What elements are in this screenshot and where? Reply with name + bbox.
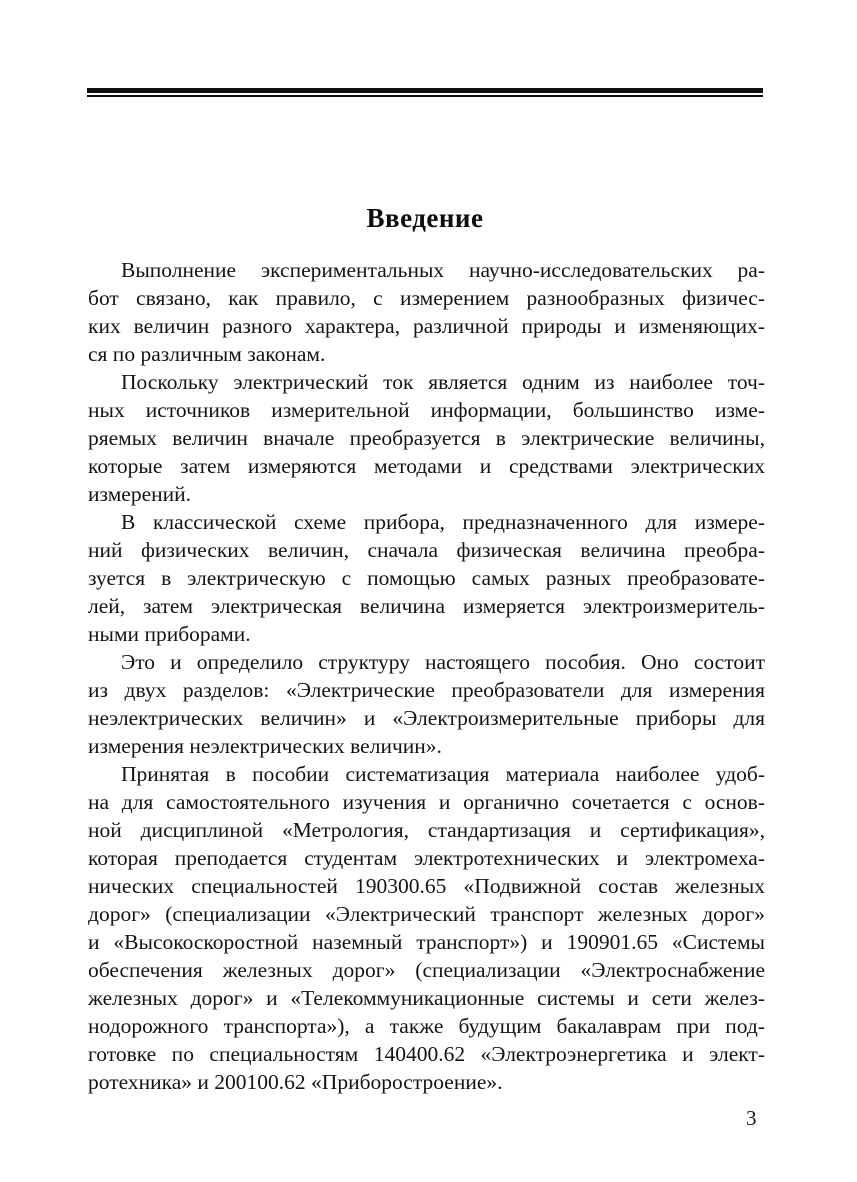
chapter-title: Введение bbox=[366, 203, 484, 233]
text-line: ными приборами. bbox=[88, 622, 251, 646]
page-number: 3 bbox=[746, 1106, 757, 1130]
paragraph bbox=[88, 368, 765, 508]
text-line: В классической схеме прибора, предназначенного для измере- bbox=[121, 510, 765, 534]
text-line: ротехника» и 200100.62 «Приборостроение». bbox=[88, 1070, 503, 1094]
text-line: из двух разделов: «Электрические преобразователи для измерения bbox=[88, 678, 765, 702]
text-line: Это и определило структуру настоящего пособия. Оно состоит bbox=[121, 650, 765, 674]
text-line: готовке по специальностям 140400.62 «Электроэнергетика и элект- bbox=[88, 1042, 765, 1066]
paragraph bbox=[88, 256, 765, 368]
text-line: лей, затем электрическая величина измеряется электроизмеритель- bbox=[88, 594, 765, 618]
text-line: на для самостоятельного изучения и органично сочетается с основ- bbox=[88, 790, 765, 814]
text-line: которая преподается студентам электротехнических и электромеха- bbox=[88, 846, 765, 870]
text-line: которые затем измеряются методами и средствами электрических bbox=[88, 454, 765, 478]
text-line: измерений. bbox=[88, 482, 192, 506]
text-line: дорог» (специализации «Электрический транспорт железных дорог» bbox=[88, 902, 765, 926]
text-line: ся по различным законам. bbox=[88, 342, 326, 366]
rule-thin-line bbox=[87, 95, 763, 97]
text-line: обеспечения железных дорог» (специализации «Электроснабжение bbox=[88, 958, 765, 982]
text-line: ряемых величин вначале преобразуется в электрические величины, bbox=[88, 426, 765, 450]
text-line: нодорожного транспорта»), а также будущим бакалаврам при под- bbox=[88, 1014, 765, 1038]
text-line: неэлектрических величин» и «Электроизмерительные приборы для bbox=[88, 706, 765, 730]
body-text bbox=[88, 256, 765, 1096]
paragraph bbox=[88, 508, 765, 648]
text-line: ной дисциплиной «Метрология, стандартизация и сертификация», bbox=[88, 818, 765, 842]
paragraph bbox=[88, 760, 765, 1096]
text-line: ких величин разного характера, различной природы и изменяющих- bbox=[88, 314, 765, 338]
text-line: зуется в электрическую с помощью самых разных преобразовате- bbox=[88, 566, 765, 590]
text-line: ных источников измерительной информации, большинство изме- bbox=[88, 398, 765, 422]
text-line: бот связано, как правило, с измерением разнообразных физичес- bbox=[88, 286, 765, 310]
text-line: Поскольку электрический ток является одним из наиболее точ- bbox=[121, 370, 765, 394]
text-line: нических специальностей 190300.65 «Подвижной состав железных bbox=[88, 874, 765, 898]
text-line: измерения неэлектрических величин». bbox=[88, 734, 442, 758]
header-double-rule bbox=[87, 88, 763, 97]
text-line: ний физических величин, сначала физическая величина преобра- bbox=[88, 538, 765, 562]
paragraph bbox=[88, 648, 765, 760]
text-line: железных дорог» и «Телекоммуникационные системы и сети желез- bbox=[88, 986, 765, 1010]
text-line: Выполнение экспериментальных научно-исследовательских ра- bbox=[121, 258, 765, 282]
text-line: и «Высокоскоростной наземный транспорт») и 190901.65 «Системы bbox=[88, 930, 765, 954]
text-line: Принятая в пособии систематизация материала наиболее удоб- bbox=[121, 762, 765, 786]
